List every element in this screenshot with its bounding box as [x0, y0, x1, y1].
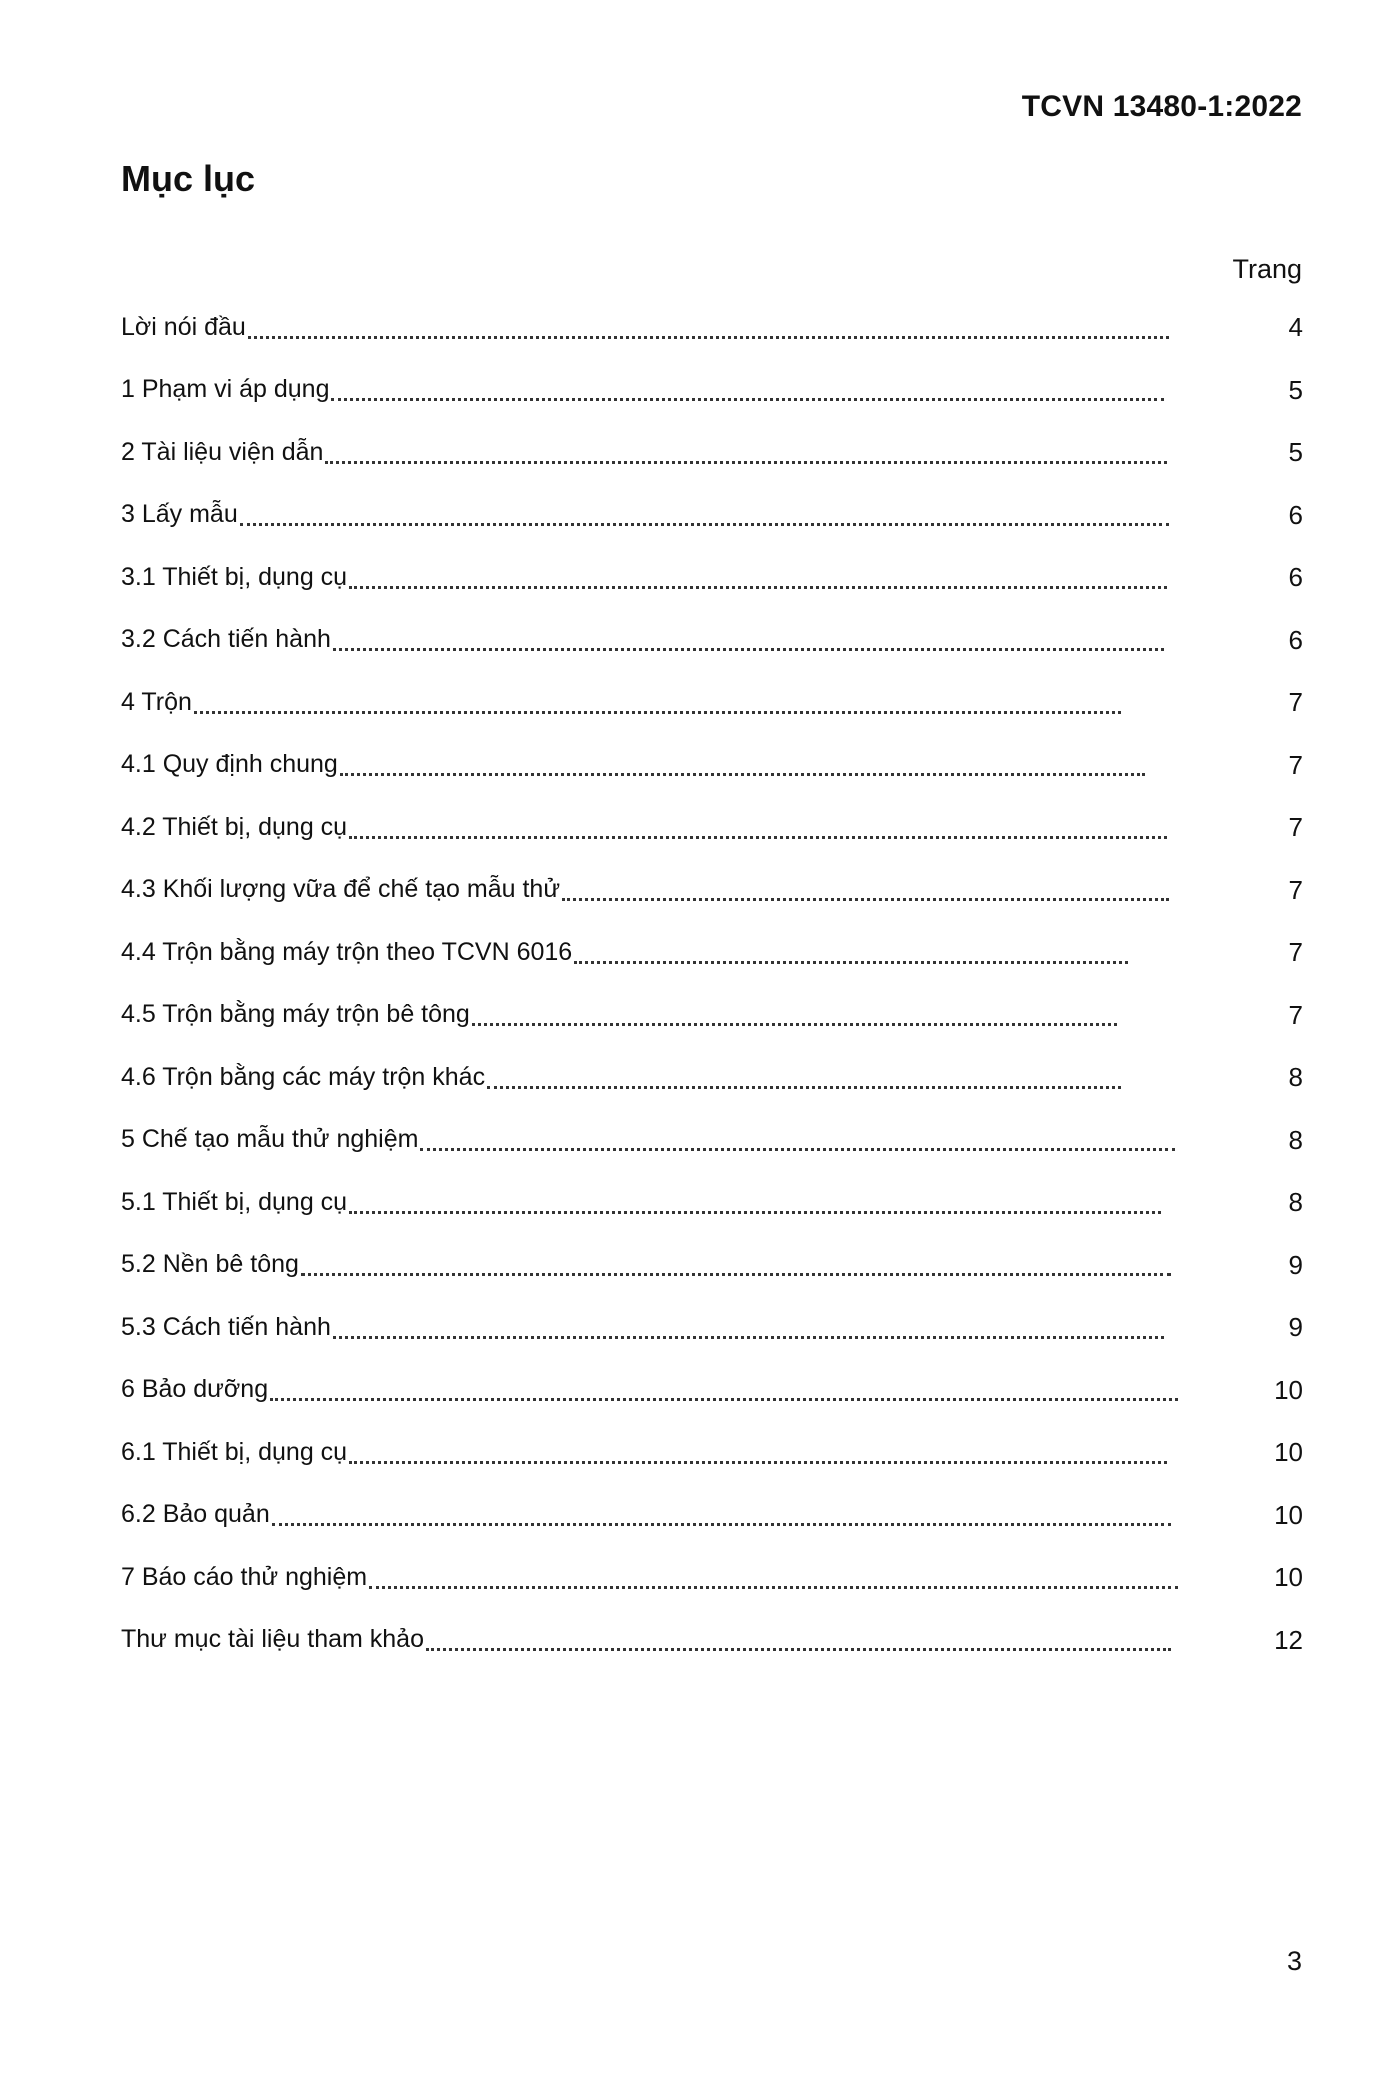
toc-entry-page: 8 — [1288, 1124, 1303, 1155]
toc-entry-page: 10 — [1274, 1374, 1303, 1405]
toc-dot-leader — [333, 1336, 1164, 1339]
toc-entry — [121, 421, 1303, 484]
toc-entry-label: 5 Chế tạo mẫu thử nghiệm — [121, 1125, 419, 1154]
toc-entry — [121, 859, 1303, 922]
toc-entry-label: 6 Bảo dưỡng — [121, 1375, 269, 1404]
toc-entry — [121, 1234, 1303, 1297]
toc-entry — [121, 484, 1303, 547]
toc-entry-page: 5 — [1288, 437, 1303, 468]
toc-dot-leader — [426, 1648, 1171, 1651]
toc-dot-leader — [331, 398, 1164, 401]
toc-entry-page: 6 — [1288, 562, 1303, 593]
toc-entry — [121, 1046, 1303, 1109]
toc-entry-label: 1 Phạm vi áp dụng — [121, 375, 330, 404]
toc-dot-leader — [574, 961, 1128, 964]
toc-dot-leader — [562, 898, 1169, 901]
toc-dot-leader — [272, 1523, 1171, 1526]
page-column-label: Trang — [1232, 254, 1302, 284]
toc-dot-leader — [349, 586, 1167, 589]
toc-entry — [121, 546, 1303, 609]
toc-dot-leader — [487, 1086, 1121, 1089]
toc-dot-leader — [248, 336, 1169, 339]
toc-entry-label: 4.5 Trộn bằng máy trộn bê tông — [121, 1000, 470, 1029]
toc-entry-label: 7 Báo cáo thử nghiệm — [121, 1562, 368, 1591]
toc-dot-leader — [349, 836, 1167, 839]
toc-entry — [121, 984, 1303, 1047]
toc-entry — [121, 359, 1303, 422]
toc-dot-leader — [270, 1398, 1178, 1401]
toc-dot-leader — [194, 711, 1121, 714]
toc-dot-leader — [333, 648, 1164, 651]
document-code: TCVN 13480-1:2022 — [1021, 90, 1302, 123]
toc-entry — [121, 1546, 1303, 1609]
toc-entry — [121, 1484, 1303, 1547]
toc-title: Mục lục — [121, 158, 256, 199]
toc-dot-leader — [472, 1023, 1117, 1026]
toc-entry-label: 6.2 Bảo quản — [121, 1500, 270, 1529]
toc-entry-page: 7 — [1288, 812, 1303, 843]
toc-entry-page: 7 — [1288, 874, 1303, 905]
toc-entry — [121, 921, 1303, 984]
toc-entry-label: 4.1 Quy định chung — [121, 750, 338, 779]
toc-entry-page: 6 — [1288, 499, 1303, 530]
toc-entry-page: 7 — [1288, 749, 1303, 780]
toc-entry-label: Thư mục tài liệu tham khảo — [121, 1625, 424, 1654]
table-of-contents — [121, 296, 1303, 1671]
toc-dot-leader — [340, 773, 1145, 776]
toc-entry-page: 7 — [1288, 999, 1303, 1030]
toc-entry-page: 8 — [1288, 1187, 1303, 1218]
toc-entry-label: 2 Tài liệu viện dẫn — [121, 437, 324, 466]
toc-entry-page: 9 — [1288, 1312, 1303, 1343]
toc-dot-leader — [240, 523, 1169, 526]
toc-entry-page: 4 — [1288, 312, 1303, 343]
toc-entry — [121, 1359, 1303, 1422]
toc-entry-label: 4.4 Trộn bằng máy trộn theo TCVN 6016 — [121, 937, 573, 966]
toc-entry — [121, 1171, 1303, 1234]
toc-entry-page: 7 — [1288, 687, 1303, 718]
toc-entry — [121, 609, 1303, 672]
page-number: 3 — [1286, 1946, 1302, 1976]
toc-entry-label: Lời nói đầu — [121, 312, 246, 341]
toc-entry — [121, 1296, 1303, 1359]
toc-entry-page: 10 — [1274, 1437, 1303, 1468]
toc-entry-page: 5 — [1288, 374, 1303, 405]
toc-entry-label: 4.6 Trộn bằng các máy trộn khác — [121, 1062, 486, 1091]
toc-entry-label: 5.2 Nền bê tông — [121, 1250, 299, 1279]
toc-dot-leader — [420, 1148, 1175, 1151]
toc-entry-label: 3 Lấy mẫu — [121, 500, 238, 529]
toc-dot-leader — [325, 461, 1167, 464]
toc-entry — [121, 296, 1303, 359]
toc-entry-page: 9 — [1288, 1249, 1303, 1280]
toc-entry-label: 6.1 Thiết bị, dụng cụ — [121, 1437, 348, 1466]
toc-entry — [121, 671, 1303, 734]
toc-dot-leader — [369, 1586, 1178, 1589]
toc-entry-page: 6 — [1288, 624, 1303, 655]
toc-entry — [121, 1109, 1303, 1172]
toc-entry-page: 8 — [1288, 1062, 1303, 1093]
toc-entry-label: 4 Trộn — [121, 687, 192, 716]
toc-entry-page: 10 — [1274, 1499, 1303, 1530]
toc-entry-label: 5.1 Thiết bị, dụng cụ — [121, 1187, 348, 1216]
toc-entry — [121, 796, 1303, 859]
toc-entry-label: 3.2 Cách tiến hành — [121, 625, 331, 654]
toc-entry-label: 5.3 Cách tiến hành — [121, 1312, 331, 1341]
toc-dot-leader — [349, 1461, 1167, 1464]
toc-entry-label: 4.2 Thiết bị, dụng cụ — [121, 812, 348, 841]
toc-dot-leader — [301, 1273, 1171, 1276]
toc-entry — [121, 1421, 1303, 1484]
toc-entry-label: 4.3 Khối lượng vữa để chế tạo mẫu thử — [121, 875, 561, 904]
toc-entry-label: 3.1 Thiết bị, dụng cụ — [121, 562, 348, 591]
toc-entry-page: 10 — [1274, 1562, 1303, 1593]
toc-entry — [121, 1609, 1303, 1672]
toc-dot-leader — [349, 1211, 1161, 1214]
toc-entry-page: 7 — [1288, 937, 1303, 968]
toc-entry — [121, 734, 1303, 797]
toc-entry-page: 12 — [1274, 1624, 1303, 1655]
